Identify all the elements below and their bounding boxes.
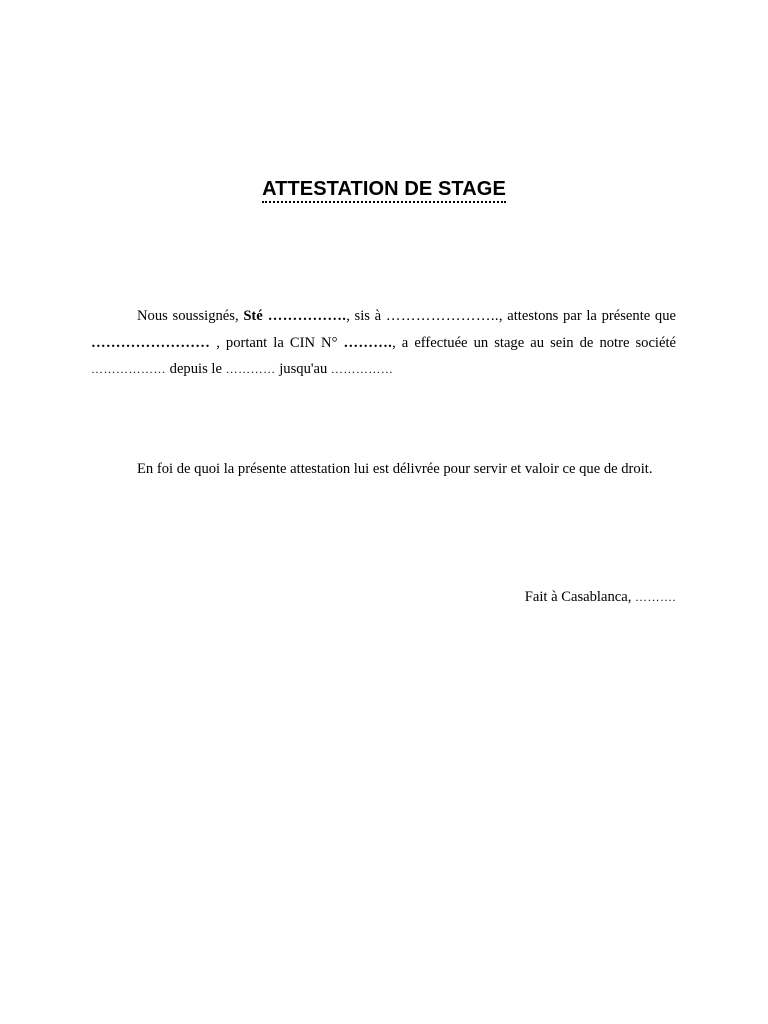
cin-text: , portant la CIN N° [210,334,344,351]
intro-text: Nous soussignés, [137,308,244,324]
department-placeholder: ……………… [91,362,166,376]
document-title-text: ATTESTATION DE STAGE [262,178,506,203]
attestation-paragraph [91,303,676,383]
start-date-placeholder: ………… [225,362,276,376]
signature-line [525,584,676,610]
closing-paragraph: En foi de quoi la présente attestation lui est délivrée pour servir et valoir ce que de droit. [137,461,653,477]
address-text: , sis à [346,308,386,324]
company-placeholder: ……………. [262,308,347,324]
company-label: Sté [243,308,263,324]
stage-text: , a effectuée un stage au sein de notre société [392,334,676,351]
document-title [0,166,768,203]
intern-name-placeholder: …………………… [91,334,211,351]
signature-date-placeholder: ………. [635,590,676,604]
end-date-placeholder: …………… [330,362,394,376]
cin-placeholder: ………. [343,334,393,351]
address-placeholder: ………………….. [385,308,499,324]
signature-place: Fait à Casablanca, [524,589,635,605]
attest-text: , attestons par la présente que [498,308,677,324]
until-text: jusqu'au [275,361,331,377]
since-text: depuis le [166,361,226,377]
